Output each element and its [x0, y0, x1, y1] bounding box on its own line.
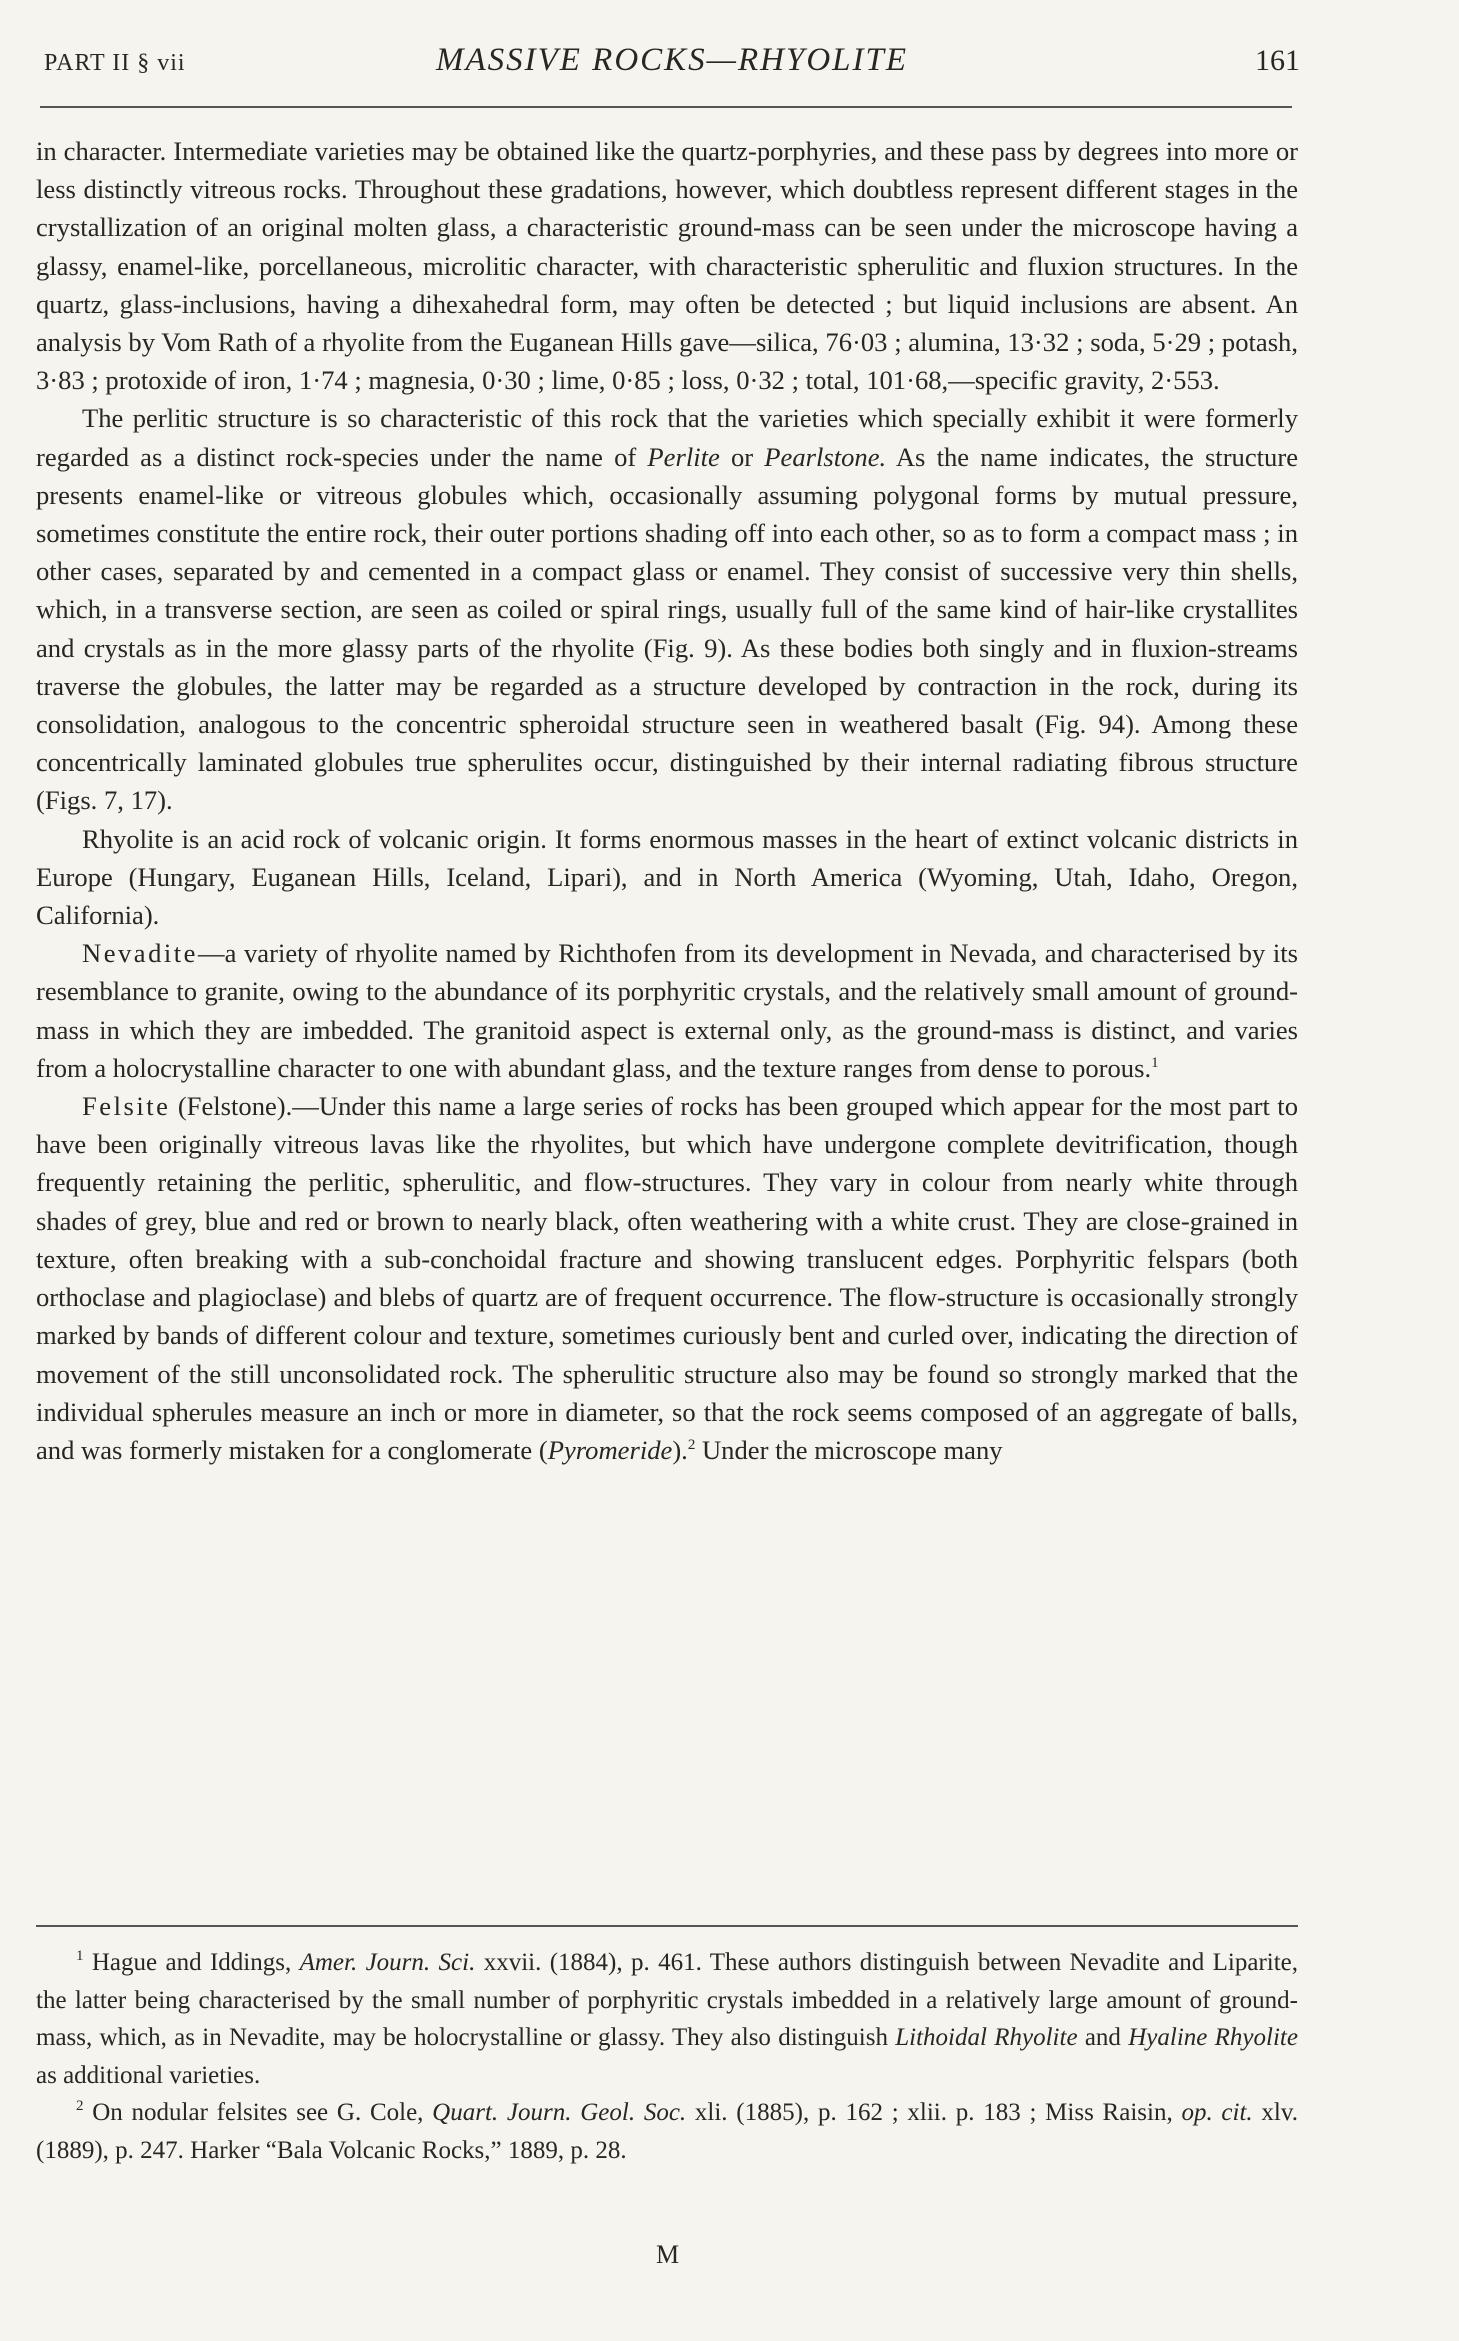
- term-op-cit: op. cit.: [1181, 2099, 1253, 2126]
- section-marker: PART II § vii: [44, 50, 186, 76]
- term-felsite: Felsite: [82, 1091, 171, 1122]
- footnote-rule: [36, 1925, 1298, 1927]
- paragraph-origin: Rhyolite is an acid rock of volcanic origin. It forms enormous masses in the heart of extinct volcanic districts in Europe (Hungary, Euganean Hills, Iceland, Lipari), and in North America (Wyoming, Utah, Idaho, Oregon, California).: [36, 823, 1298, 931]
- footnote-text: and: [1077, 2024, 1129, 2051]
- term-perlite: Perlite: [647, 441, 720, 472]
- term-pearlstone: Pearlstone.: [764, 441, 887, 472]
- paragraph-text: —a variety of rhyolite named by Richthofen from its development in Nevada, and characterised by its resemblance to granite, owing to the abundance of its porphyritic crystals, and the relatively small amount of ground-mass in which they are imbedded. The granitoid aspect is external only, as the ground-mass is distinct, and varies from a holocrystalline character to one with abundant glass, and the texture ranges from dense to porous.: [36, 938, 1298, 1083]
- paragraph-felsite: [36, 1087, 1298, 1469]
- footnote-ref-2[interactable]: 2: [687, 1436, 696, 1453]
- footnotes: [36, 1944, 1298, 2169]
- journal-title: Quart. Journ. Geol. Soc.: [432, 2099, 687, 2126]
- paragraph-nevadite: [36, 934, 1298, 1087]
- footnote-text: xxvii. (1884), p. 461. These authors distinguish between Nevadite and Liparite, the latter being characterised by the small number of porphyritic crystals imbedded in a relatively large amount of ground-mass, which, as in Nevadite, may be holocrystalline or glassy. They also distinguish: [36, 1949, 1299, 2051]
- page-number: 161: [1255, 44, 1300, 77]
- term-nevadite: Nevadite: [82, 938, 198, 969]
- paragraph-continuation: in character. Intermediate varieties may be obtained like the quartz-porphyries, and these pass by degrees into more or less distinctly vitreous rocks. Throughout these gradations, however, which doubtless represent different stages in the crystallization of an original molten glass, a characteristic ground-mass can be seen under the microscope having a glassy, enamel-like, porcellaneous, microlitic character, with characteristic spherulitic and fluxion structures. In the quartz, glass-inclusions, having a dihexahedral form, may often be detected ; but liquid inclusions are absent. An analysis by Vom Rath of a rhyolite from the Euganean Hills gave—silica, 76·03 ; alumina, 13·32 ; soda, 5·29 ; potash, 3·83 ; protoxide of iron, 1·74 ; magnesia, 0·30 ; lime, 0·85 ; loss, 0·32 ; total, 101·68,—specific gravity, 2·553.: [36, 136, 1298, 396]
- paragraph-text: or: [719, 441, 765, 472]
- footnote-2: [36, 2094, 1298, 2169]
- footnote-text: xlv. (1889), p. 247. Harker “Bala Volcanic Rocks,” 1889, p. 28.: [36, 2099, 1299, 2164]
- running-header: [44, 42, 1300, 92]
- term-hyaline: Hyaline Rhyolite: [1128, 2024, 1298, 2051]
- paragraph-text: ).: [672, 1434, 688, 1465]
- paragraph-perlitic: [36, 399, 1298, 819]
- running-title: MASSIVE ROCKS—RHYOLITE: [435, 42, 909, 78]
- paragraph-text: Under the microscope many: [695, 1434, 1003, 1465]
- footnote-number: 2: [76, 2098, 84, 2114]
- footnote-number: 1: [76, 1948, 84, 1964]
- journal-title: Amer. Journ. Sci.: [299, 1949, 476, 1976]
- paragraph-text: (Felstone).—Under this name a large series of rocks has been grouped which appear for the most part to have been originally vitreous lavas like the rhyolites, but which have undergone complete devitrification, though frequently retaining the perlitic, spherulitic, and flow-structures. They vary in colour from nearly white through shades of grey, blue and red or brown to nearly black, often weathering with a white crust. They are close-grained in texture, often breaking with a sub-conchoidal fracture and showing translucent edges. Porphyritic felspars (both orthoclase and plagioclase) and blebs of quartz are of frequent occurrence. The flow-structure is occasionally strongly marked by bands of different colour and texture, sometimes curiously bent and curled over, indicating the direction of movement of the still unconsolidated rock. The spherulitic structure also may be found so strongly marked that the individual spherules measure an inch or more in diameter, so that the rock seems composed of an aggregate of balls, and was formerly mistaken for a conglomerate (: [36, 1091, 1298, 1465]
- footnote-1: [36, 1944, 1298, 2094]
- footnote-text: Hague and Iddings,: [83, 1949, 300, 1976]
- footnote-text: xli. (1885), p. 162 ; xlii. p. 183 ; Miss Raisin,: [686, 2099, 1182, 2126]
- term-lithoidal: Lithoidal Rhyolite: [895, 2024, 1078, 2051]
- footnote-text: On nodular felsites see G. Cole,: [83, 2099, 433, 2126]
- footnote-text: as additional varieties.: [36, 2061, 261, 2089]
- footnote-ref-1[interactable]: 1: [1151, 1054, 1159, 1071]
- paragraph-text: The perlitic structure is so characteristic of this rock that the varieties which specially exhibit it were formerly regarded as a distinct rock-species under the name of: [36, 403, 1298, 472]
- signature-mark: M: [655, 2240, 680, 2269]
- term-pyromeride: Pyromeride: [547, 1434, 673, 1465]
- header-rule: [40, 106, 1292, 108]
- paragraph-text: As the name indicates, the structure presents enamel-like or vitreous globules which, occasionally assuming polygonal forms by mutual pressure, sometimes constitute the entire rock, their outer portions shading off into each other, so as to form a compact mass ; in other cases, separated by and cemented in a compact glass or enamel. They consist of successive very thin shells, which, in a transverse section, are seen as coiled or spiral rings, usually full of the same kind of hair-like crystallites and crystals as in the more glassy parts of the rhyolite (Fig. 9). As these bodies both singly and in fluxion-streams traverse the globules, the latter may be regarded as a structure developed by contraction in the rock, during its consolidation, analogous to the concentric spheroidal structure seen in weathered basalt (Fig. 94). Among these concentrically laminated globules true spherulites occur, distinguished by their internal radiating fibrous structure (Figs. 7, 17).: [36, 441, 1298, 816]
- main-text: [36, 132, 1298, 1469]
